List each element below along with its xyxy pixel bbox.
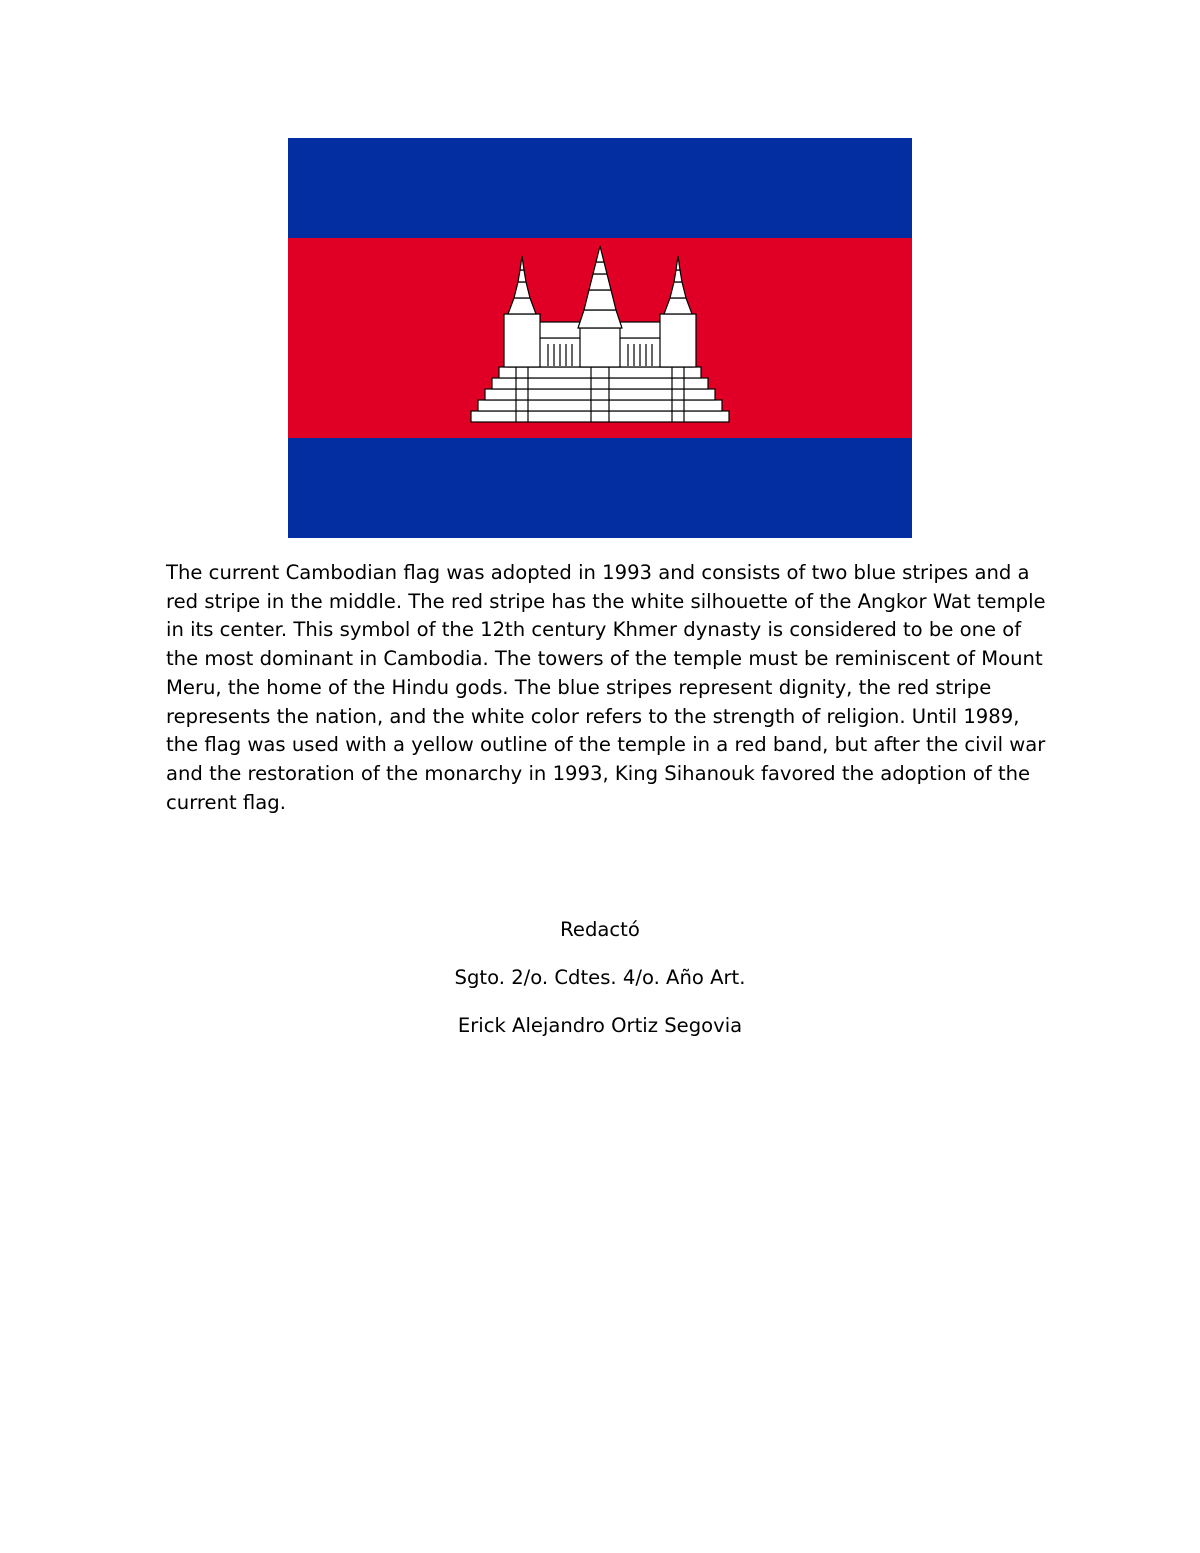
- flag-bottom-blue-stripe: [288, 438, 912, 538]
- signature-label: Redactó: [560, 918, 640, 941]
- flag-top-blue-stripe: [288, 138, 912, 238]
- signature-rank: Sgto. 2/o. Cdtes. 4/o. Año Art.: [454, 966, 746, 989]
- flag-description-paragraph: The current Cambodian flag was adopted in 1993 and consists of two blue stripes and a red stripe in the middle. The red stripe has the white silhouette of the Angkor Wat temple in its center. This symbol of the 12th century Khmer dynasty is considered to be one of the most dominant in Cambodia. The towers of the temple must be reminiscent of Mount Meru, the home of the Hindu gods. The blue stripes represent dignity, the red stripe represents the nation, and the white color refers to the strength of religion. Until 1989, the flag was used with a yellow outline of the temple in a red band, but after the civil war and the restoration of the monarchy in 1993, King Sihanouk favored the adoption of the current flag.: [166, 561, 1046, 814]
- cambodian-flag-image: [288, 138, 912, 538]
- signature-author: Erick Alejandro Ortiz Segovia: [457, 1014, 743, 1037]
- flag-svg: [288, 138, 912, 538]
